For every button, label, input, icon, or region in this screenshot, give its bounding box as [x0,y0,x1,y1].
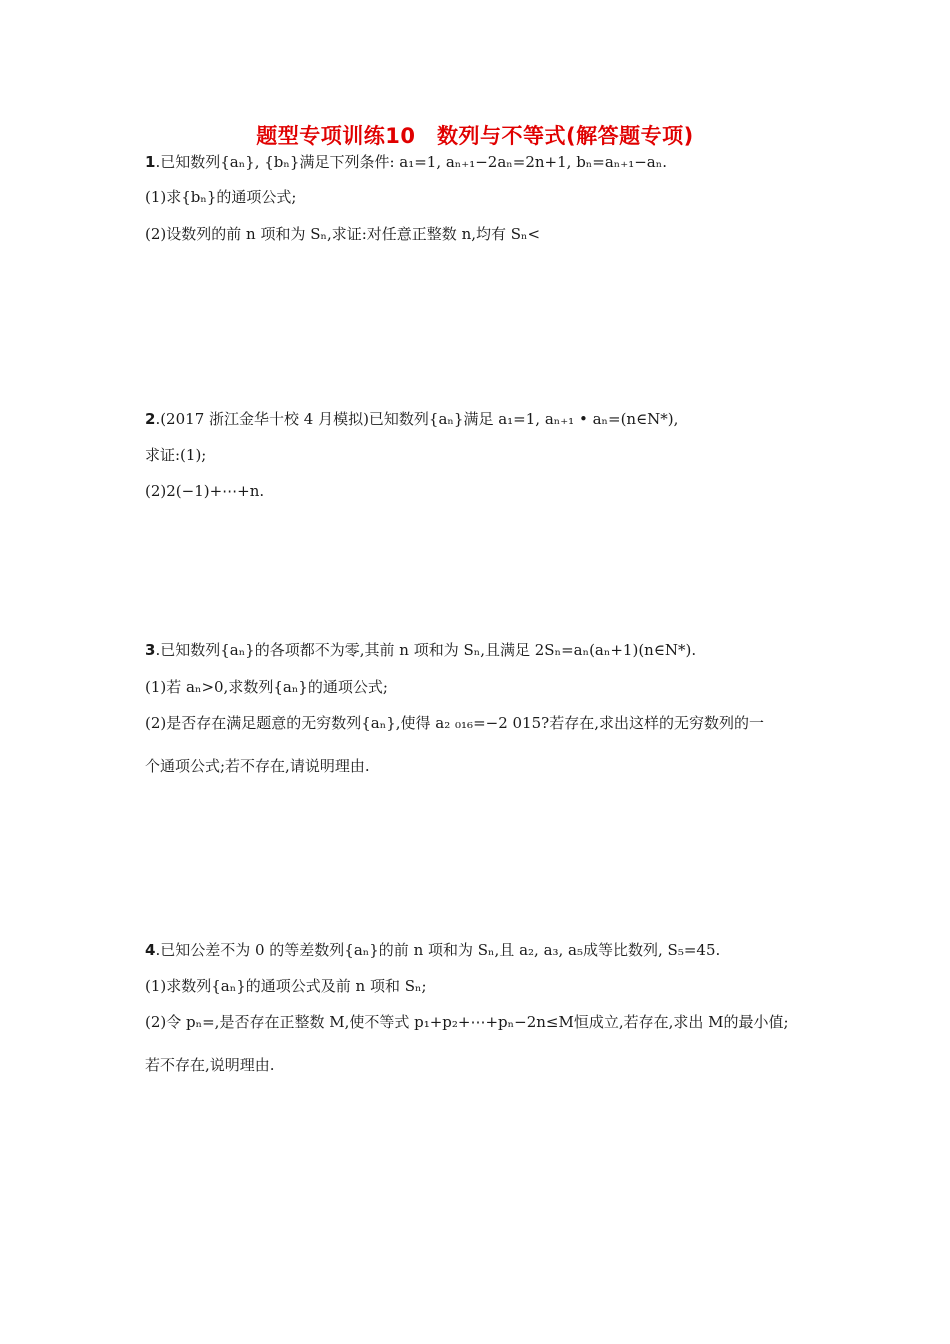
question-3-stem [145,640,696,660]
question-2-number: 2 [145,410,156,428]
question-1-number: 1 [145,153,156,171]
question-3-part-2-cont: 个通项公式;若不存在,请说明理由. [145,757,370,775]
question-2-stem [145,409,678,429]
question-1-part-1: (1)求{bₙ}的通项公式; [145,188,297,206]
question-4-part-2: (2)令 pₙ=,是否存在正整数 M,使不等式 p₁+p₂+⋯+pₙ−2n≤M恒成立,若存在,求出 M的最小值; [145,1013,789,1031]
page-title: 题型专项训练10 数列与不等式(解答题专项) [256,124,694,148]
question-3-text: .已知数列{aₙ}的各项都不为零,其前 n 项和为 Sₙ,且满足 2Sₙ=aₙ(aₙ+1)(n∈N*). [155,641,697,659]
question-1-text: .已知数列{aₙ}, {bₙ}满足下列条件: a₁=1, aₙ₊₁−2aₙ=2n+1, bₙ=aₙ₊₁−aₙ. [155,153,667,171]
question-3-part-2: (2)是否存在满足题意的无穷数列{aₙ},使得 a₂ ₀₁₆=−2 015?若存在,求出这样的无穷数列的一 [145,714,764,732]
question-4-number: 4 [145,941,156,959]
question-4-part-2-cont: 若不存在,说明理由. [145,1056,275,1074]
question-4-text: .已知公差不为 0 的等差数列{aₙ}的前 n 项和为 Sₙ,且 a₂, a₃, a₅成等比数列, S₅=45. [155,941,721,959]
question-2-text: .(2017 浙江金华十校 4 月模拟)已知数列{aₙ}满足 a₁=1, aₙ₊₁ • aₙ=(n∈N*), [155,410,679,428]
question-4-stem [145,940,720,960]
question-2-part-1: 求证:(1); [145,446,207,464]
question-1-part-2: (2)设数列的前 n 项和为 Sₙ,求证:对任意正整数 n,均有 Sₙ< [145,225,541,243]
question-2-part-2: (2)2(−1)+⋯+n. [145,482,265,500]
question-3-number: 3 [145,641,156,659]
question-1-stem [145,152,667,172]
question-4-part-1: (1)求数列{aₙ}的通项公式及前 n 项和 Sₙ; [145,977,427,995]
question-3-part-1: (1)若 aₙ>0,求数列{aₙ}的通项公式; [145,678,388,696]
